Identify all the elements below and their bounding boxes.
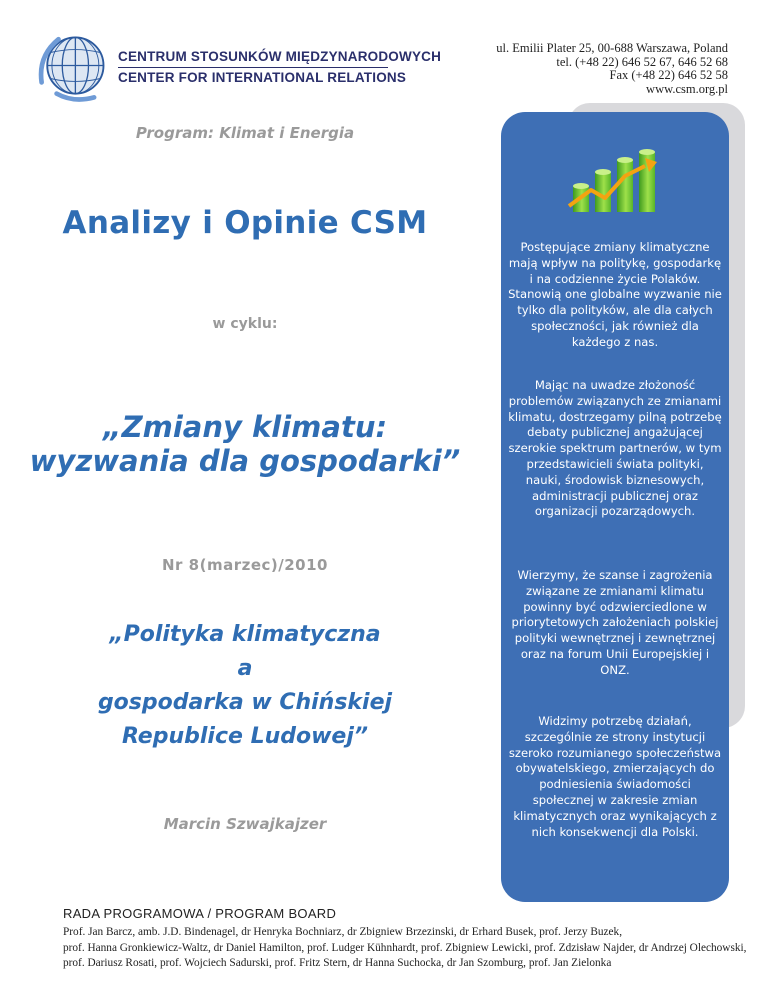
growth-chart-icon: [565, 146, 665, 216]
org-name-pl: CENTRUM STOSUNKÓW MIĘDZYNARODOWYCH: [118, 49, 442, 64]
org-name-divider: [118, 67, 388, 68]
sidebar-paragraph-2: Mając na uwadze złożoność problemów związanych ze zmianami klimatu, dostrzegamy pilną potrzebę debaty publicznej angażującej szerokie spektrum partnerów, w tym przedstawicieli świata polityki, nauki, środowisk biznesowych, administracji publicznej oraz organizacji pozarządowych.: [508, 378, 722, 519]
paper-title: [0, 618, 490, 754]
phone: tel. (+48 22) 646 52 67, 646 52 68: [556, 54, 728, 69]
sidebar-paragraph-4: Widzimy potrzebę działań, szczególnie ze strony instytucji szeroko rozumianego społeczeństwa obywatelskiego, zmierzających do podniesienia świadomości społecznej w zakresie zmian klimatycznych oraz wynikających z nich konsekwencji dla Polski.: [508, 714, 722, 839]
fax: Fax (+48 22) 646 52 58: [609, 68, 728, 82]
program-label: Program: Klimat i Energia: [135, 124, 355, 142]
address: ul. Emilii Plater 25, 00-688 Warszawa, Poland: [496, 41, 728, 55]
paper-title-line4: Republice Ludowej”: [121, 724, 369, 749]
page-title: Analizy i Opinie CSM: [62, 205, 428, 241]
org-name-block: [118, 48, 441, 87]
sidebar-paragraph-3: Wierzymy, że szanse i zagrożenia związane ze zmianami klimatu powinny być odzwierciedlone w priorytetowych założeniach polskiej polityki wewnętrznej i zewnętrznej oraz na forum Unii Europejskiej i ONZ.: [511, 568, 719, 677]
globe-logo-icon: [36, 28, 111, 103]
program-board-title: RADA PROGRAMOWA / PROGRAM BOARD: [63, 906, 337, 921]
series-title-line1: „Zmiany klimatu:: [102, 410, 388, 444]
program-board-line-1: Prof. Jan Barcz, amb. J.D. Bindenagel, dr Henryka Bochniarz, dr Zbigniew Brzezinski, dr Erhard Busek, prof. Jerzy Buzek,: [63, 926, 623, 938]
program-board-line-2: prof. Hanna Gronkiewicz-Waltz, dr Daniel Hamilton, prof. Ludger Kühnhardt, prof. Zbigniew Lewicki, prof. Zdzisław Najder, dr Andrzej Olechowski,: [63, 941, 747, 954]
author: Marcin Szwajkajzer: [163, 815, 327, 833]
org-name-en: CENTER FOR INTERNATIONAL RELATIONS: [118, 70, 407, 85]
website-link[interactable]: www.csm.org.pl: [646, 81, 728, 96]
program-board: [63, 906, 753, 972]
paper-title-line2: a: [237, 656, 253, 681]
contact-block: [496, 42, 728, 96]
paper-title-line1: „Polityka klimatyczna: [109, 622, 381, 647]
paper-title-line3: gospodarka w Chińskiej: [97, 690, 393, 715]
sidebar-paragraph-1: Postępujące zmiany klimatyczne mają wpływ na politykę, gospodarkę i na codzienne życie Polaków. Stanowią one globalne wyzwanie nie tylko dla polityków, ale dla całych społeczności, jak również dla każdego z nas.: [508, 240, 722, 349]
issue-number: Nr 8(marzec)/2010: [162, 556, 328, 574]
series-title: [0, 410, 490, 478]
series-title-line2: wyzwania dla gospodarki”: [29, 444, 461, 478]
cycle-label: w cyklu:: [212, 316, 278, 332]
program-board-line-3: prof. Dariusz Rosati, prof. Wojciech Sadurski, prof. Fritz Stern, dr Hanna Suchocka, dr Jan Szomburg, prof. Jan Zielonka: [63, 957, 612, 969]
